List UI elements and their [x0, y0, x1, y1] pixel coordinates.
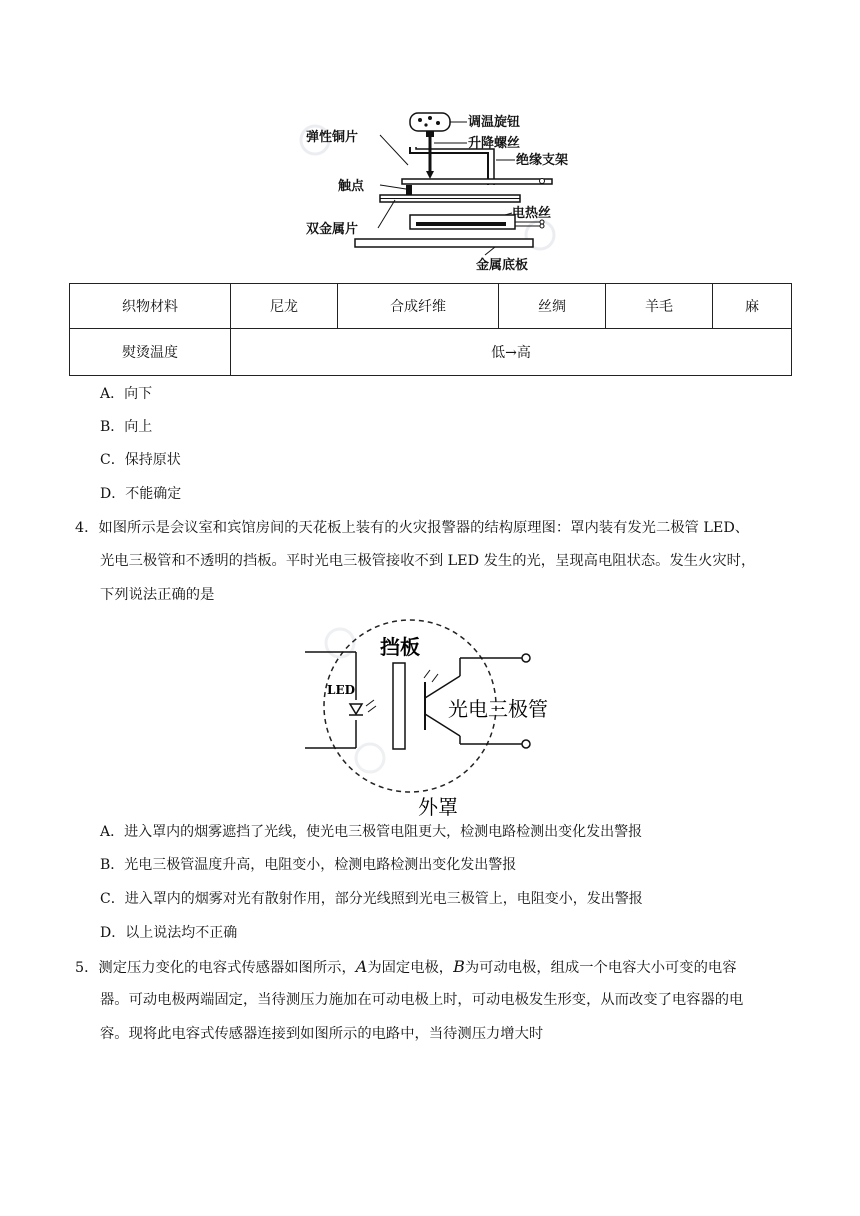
electrode-b-symbol: B — [453, 957, 465, 976]
label-baffle: 挡板 — [380, 635, 420, 659]
table-cell: 合成纤维 — [338, 284, 499, 329]
text-segment: 为固定电极， — [367, 960, 454, 976]
option-b: B．光电三极管温度升高，电阻变小，检测电路检测出变化发出警报 — [100, 857, 517, 873]
question-4-text: 光电三极管和不透明的挡板。平时光电三极管接收不到 LED 发生的光，呈现高电阻状态。发生火灾时， — [100, 553, 756, 569]
question-5-text: 容。现将此电容式传感器连接到如图所示的电路中，当待测压力增大时 — [100, 1026, 544, 1042]
option-a: A．进入罩内的烟雾遮挡了光线，使光电三极管电阻更大，检测电路检测出变化发出警报 — [100, 824, 643, 840]
electrode-a-symbol: A — [355, 957, 368, 976]
label-screw: 升降螺丝 — [468, 136, 521, 151]
option-d: D．以上说法均不正确 — [100, 925, 238, 941]
label-heater: 电热丝 — [512, 206, 552, 221]
text-segment: 5．测定压力变化的电容式传感器如图所示， — [75, 960, 356, 976]
fabric-temperature-table — [69, 283, 792, 376]
knob-icon — [410, 113, 450, 137]
option-b: B．向上 — [100, 419, 153, 435]
led-icon — [349, 700, 376, 715]
fire-alarm-diagram — [300, 618, 570, 818]
question-4-text: 4．如图所示是会议室和宾馆房间的天花板上装有的火灾报警器的结构原理图：罩内装有发光二极管 LED、 — [75, 520, 750, 536]
option-a: A．向下 — [100, 386, 153, 402]
label-phototransistor: 光电三极管 — [448, 697, 548, 721]
label-base: 金属底板 — [476, 258, 529, 273]
option-c: C．进入罩内的烟雾对光有散射作用，部分光线照到光电三极管上，电阻变小，发出警报 — [100, 891, 643, 907]
table-cell: 羊毛 — [606, 284, 713, 329]
table-row — [70, 329, 792, 376]
text-segment: 为可动电极，组成一个电容大小可变的电容 — [464, 960, 737, 976]
table-cell: 麻 — [713, 284, 792, 329]
table-cell: 尼龙 — [231, 284, 338, 329]
question-5-text — [75, 957, 737, 978]
label-bimetal: 双金属片 — [306, 222, 359, 237]
label-support: 绝缘支架 — [516, 153, 569, 168]
question-4-text: 下列说法正确的是 — [100, 587, 215, 603]
table-row — [70, 284, 792, 329]
option-d: D．不能确定 — [100, 486, 182, 502]
question-5-text: 器。可动电极两端固定，当待测压力施加在可动电极上时，可动电极发生形变，从而改变了电容器的电 — [100, 992, 744, 1008]
table-header-temperature: 熨烫温度 — [70, 329, 231, 376]
table-cell: 丝绸 — [499, 284, 606, 329]
baffle-plate — [393, 663, 405, 749]
label-contact: 触点 — [338, 179, 365, 194]
label-knob: 调温旋钮 — [468, 115, 521, 130]
watermark-logo — [326, 629, 384, 772]
label-copper: 弹性铜片 — [306, 130, 359, 145]
table-header-material: 织物材料 — [70, 284, 231, 329]
table-cell-temp-range: 低→高 — [231, 329, 792, 376]
option-c: C．保持原状 — [100, 452, 181, 468]
thermostat-diagram — [270, 105, 590, 280]
label-cover: 外罩 — [418, 795, 458, 818]
label-led: LED — [327, 683, 355, 697]
